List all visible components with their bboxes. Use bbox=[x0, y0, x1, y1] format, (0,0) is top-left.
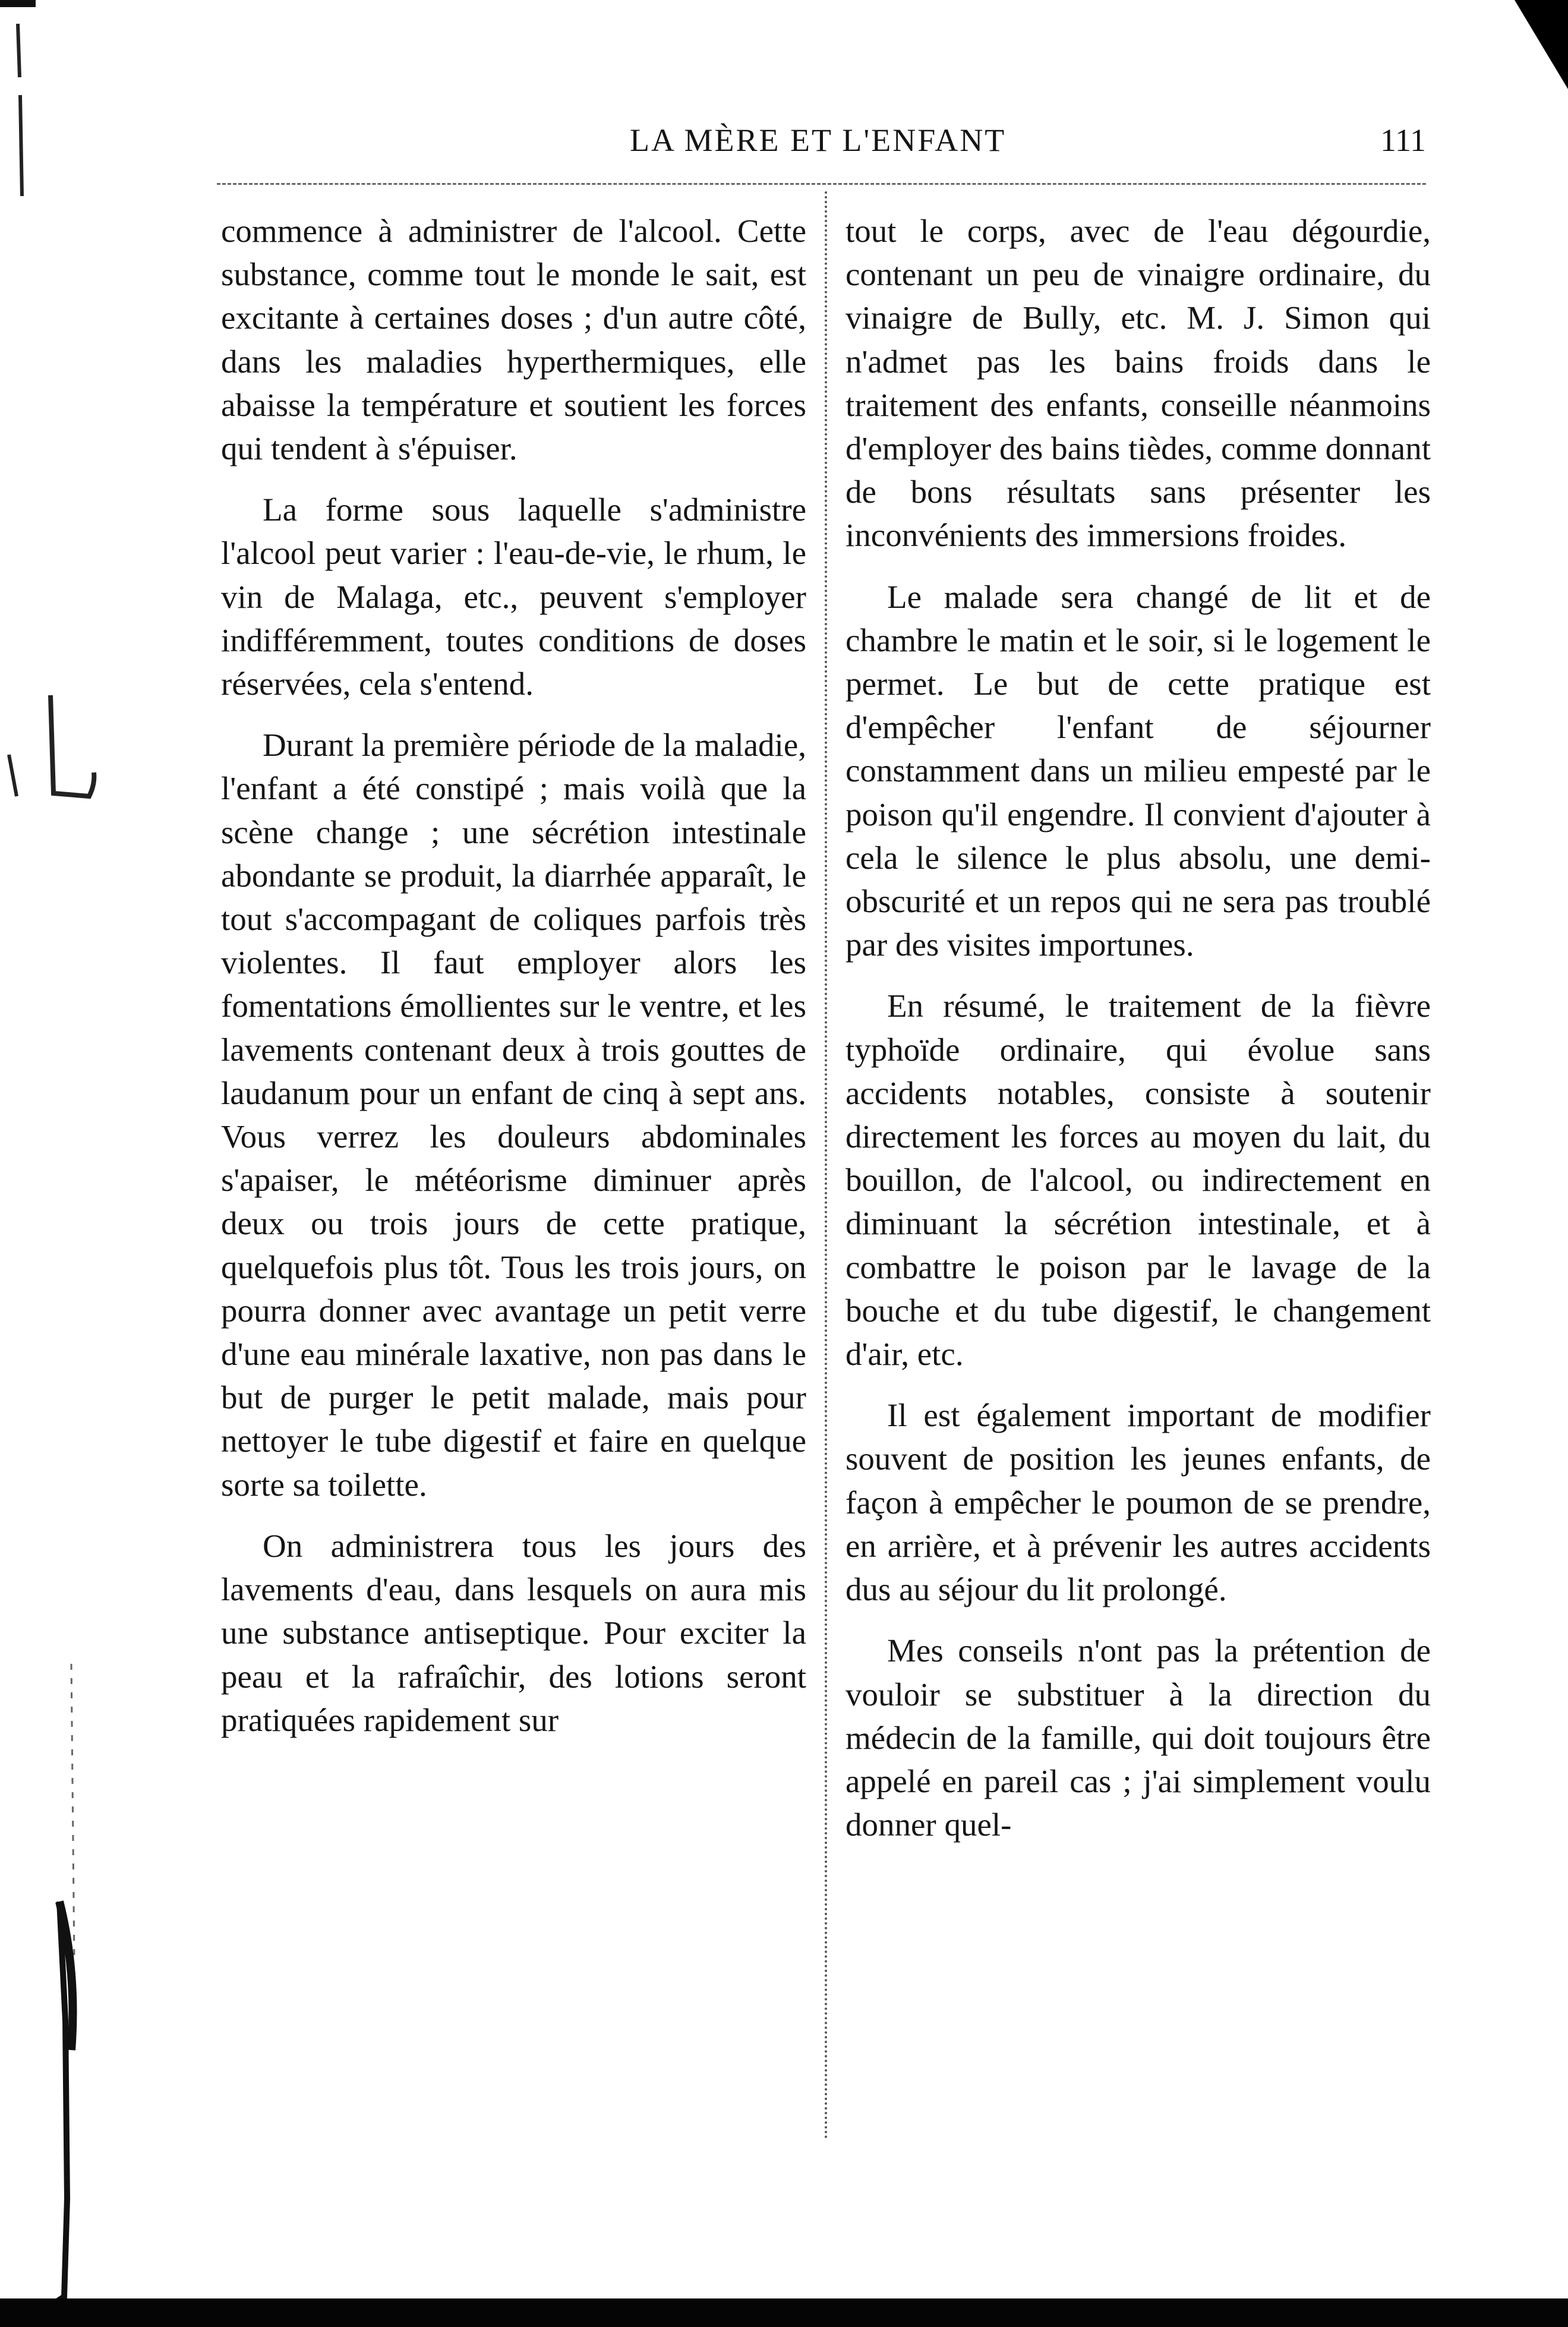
paragraph: En résumé, le traitement de la fièvre typhoïde ordinaire, qui évolue sans accidents notables, consiste à soutenir directement les forces au moyen du lait, du bouillon, de l'alcool, ou indirectement en diminuant la sécrétion intestinale, et à combattre le poison par le lavage de la bouche et du tube digestif, le changement d'air, etc. bbox=[845, 988, 1431, 1373]
header-rule bbox=[217, 183, 1426, 185]
paragraph: La forme sous laquelle s'administre l'alcool peut varier : l'eau-de-vie, le rhum, le vin de Malaga, etc., peuvent s'employer indifféremment, toutes conditions de doses réservées, cela s'entend. bbox=[221, 491, 806, 702]
column-divider bbox=[825, 191, 827, 2140]
paragraph: Durant la première période de la maladie, l'enfant a été constipé ; mais voilà que la scène change ; une sécrétion intestinale abondante se produit, la diarrhée apparaît, le tout s'accompagant de coliques parfois très violentes. Il faut employer alors les fomentations émollientes sur le ventre, et les lavements contenant deux à trois gouttes de laudanum pour un enfant de cinq à sept ans. Vous verrez les douleurs abdominales s'apaiser, le météorisme diminuer après deux ou trois jours de cette pratique, quelquefois plus tôt. Tous les trois jours, on pourra donner avec avantage un petit verre d'une eau minérale laxative, non pas dans le but de purger le petit malade, mais pour nettoyer le tube digestif et faire en quelque sorte sa toilette. bbox=[221, 727, 806, 1503]
binding-spine-marks bbox=[0, 0, 119, 2327]
running-header bbox=[202, 122, 1426, 175]
paragraph: Il est également important de modifier souvent de position les jeunes enfants, de façon à empêcher le poumon de se prendre, en arrière, et à prévenir les autres accidents dus au séjour du lit prolongé. bbox=[845, 1397, 1431, 1608]
running-title: LA MÈRE ET L'ENFANT bbox=[630, 122, 1007, 158]
page-number: 111 bbox=[1380, 122, 1426, 158]
left-column bbox=[221, 209, 806, 1742]
paragraph: Mes conseils n'ont pas la prétention de vouloir se substituer à la direction du médecin de la famille, qui doit toujours être appelé en pareil cas ; j'ai simplement voulu donner quel- bbox=[845, 1632, 1431, 1843]
paragraph: commence à administrer de l'alcool. Cette substance, comme tout le monde le sait, est excitante à certaines doses ; d'un autre côté, dans les maladies hyperthermiques, elle abaisse la température et soutient les forces qui tendent à s'épuiser. bbox=[221, 213, 806, 467]
paragraph: On administrera tous les jours des lavements d'eau, dans lesquels on aura mis une substance antiseptique. Pour exciter la peau et la rafraîchir, des lotions seront pratiquées rapidement sur bbox=[221, 1527, 806, 1738]
scan-edge-bottom bbox=[0, 2298, 1568, 2327]
paragraph: Le malade sera changé de lit et de chambre le matin et le soir, si le logement le permet. Le but de cette pratique est d'empêcher l'enfant de séjourner constamment dans un milieu empesté par le poison qu'il engendre. Il convient d'ajouter à cela le silence le plus absolu, une demi-obscurité et un repos qui ne sera pas troublé par des visites importunes. bbox=[845, 578, 1431, 963]
right-column bbox=[845, 209, 1431, 1846]
paragraph: tout le corps, avec de l'eau dégourdie, contenant un peu de vinaigre ordinaire, du vinaigre de Bully, etc. M. J. Simon qui n'admet pas les bains froids dans le traitement des enfants, conseille néanmoins d'employer des bains tièdes, comme donnant de bons résultats sans présenter les inconvénients des immersions froides. bbox=[845, 213, 1431, 554]
scan-edge-top-right bbox=[1515, 0, 1568, 89]
